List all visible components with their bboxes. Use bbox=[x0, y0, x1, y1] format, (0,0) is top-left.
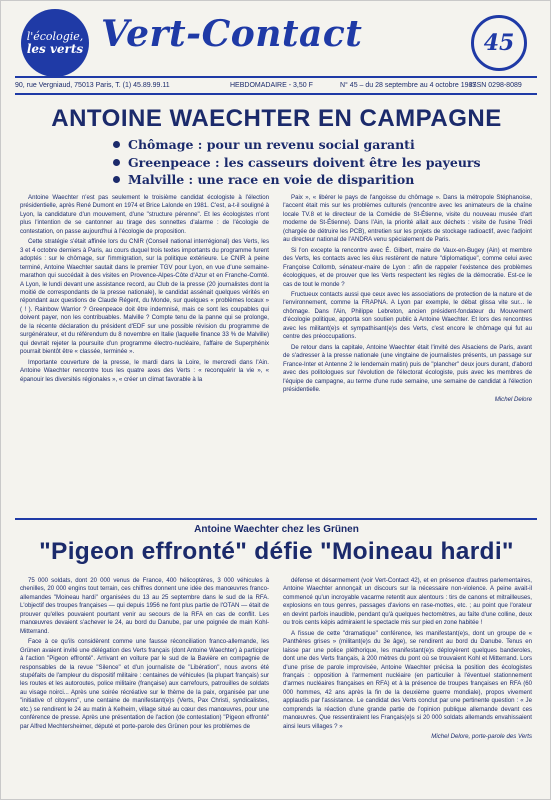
paragraph: Fructueux contacts aussi que ceux avec les associations de protection de la nature et de l'environnement, comme la FRAPNA. A Lyon par exemple, le débat glissa vite sur... le chômage. Dans l'Ain, Philippe Lebreton, ancien président-fondateur du Mouvement d'écologie politique, apporta son soutien public à Antoine Waechter. Et lors des rencontres avec les militant(e)s et sympathisant(e)s des Verts, c'est encore le chômage qui fut au centre des préoccupations. bbox=[283, 290, 532, 341]
paragraph: A l'issue de cette "dramatique" conférence, les manifestant(e)s, dont un groupe de « Panthères grises » (militant(e)s du 3e âge), se rendirent au bord du Danube. Tenus en laisse par une police pléthorique, les manifestant(e)s déployèrent quelques banderoles, dont une des Verts français, à 200 mètres du pont où se trouvaient Kohl et Mitterrand. Lors d'une prise de parole improvisée, Antoine Waechter précisa la position des écologistes français : opposition à l'armement nucléaire (en particulier à l'éventuel stationnement d'armes nucléaires françaises en RFA) et à la présence de troupes françaises en RFA (60 000 hommes, 42 ans après la fin de la deuxième guerre mondiale), propos vivement applaudis par l'assistance. Le candidat des Verts conclut par une pertinente question : « Je comprends la réaction d'une grande partie de l'opinion publique allemande devant ces manœuvres. Que ressentiraient les Français(e)s si 20 000 soldats allemands envahissaient ainsi leurs villages ? » bbox=[283, 629, 532, 730]
issue-number-badge: 45 bbox=[471, 15, 527, 71]
paragraph: Antoine Waechter n'est pas seulement le troisième candidat écologiste à l'élection présidentielle, après René Dumont en 1974 et Brice Lalonde en 1981. C'est, a-t-il souligné à Lyon, la candidature d'un mouvement, d'une "structure pérenne". Et les écologistes n'ont plus l'intention de se cantonner au tirage des sonnettes d'alarme : de l'écologie de contestation, on passe aujourd'hui à l'écologie de proposition. bbox=[20, 194, 269, 235]
paragraph: défense et désarmement (voir Vert-Contact 42), et en présence d'autres parlementaires, Antoine Waechter annonçait un discours sur la nécessaire non-violence. A peine avait-il commencé qu'un incroyable vacarme retentit aux alentours : tirs de canons et mitrailleuses, explosions en tous genres, passages d'avions en rase-mottes, etc. ; au point que l'orateur en devint parfois inaudible, pendant qu'à quelques hectomètres, au faîte d'une colline, deux ou trois cents képis admiraient le spectacle mis sur pied en zone habitée ! bbox=[283, 577, 532, 627]
logo-line-2: les verts bbox=[26, 42, 84, 56]
article2-headline: "Pigeon effronté" défie "Moineau hardi" bbox=[39, 538, 514, 565]
bullet-icon bbox=[113, 176, 120, 183]
article2-signature: Michel Delore, porte-parole des Verts bbox=[431, 733, 532, 741]
paragraph: Face à ce qu'ils considèrent comme une fausse réconciliation franco-allemande, les Grünen avaient invité une délégation des Verts français (dont Antoine Waechter) à participer à l'action "Pigeon effronté". Arrivant en voiture par le sud de la Bavière en compagnie de responsables de la revue "Silence" et d'un journaliste de "Libération", nous avons été stupéfaits de l'ampleur du dispositif militaire : centaines de véhicules (la plupart français) sur les routes et les autoroutes, police militaire (française) aux carrefours, patrouilles de soldats au visage noirci... Après une soirée récréative sur le thème de la paix, organisée par une "initiative of citoyens", une centaine de manifestant(e)s (Verts, Pax Christi, syndicalistes, etc.) se rendirent le 24 au matin à Kelheim, village situé au cœur des manœuvres, pour une conférence de presse. Après une présentation de l'action (de contestation) "Pigeon effronté" par Alfred Mechtersheimer, député et porte-parole des Grünen pour les problèmes de bbox=[20, 638, 269, 730]
bullet-text: Chômage : pour un revenu social garanti bbox=[128, 137, 415, 152]
paragraph: Cette stratégie s'était affinée lors du CNIR (Conseil national interrégional) des Verts, les 3 et 4 octobre derniers à Paris, au cours duquel trois textes importants du programme furent adoptés : sur le chômage, sur l'immigration, sur la politique extérieure. Le CNIR à peine terminé, Antoine Waechter sautait dans le premier TGV pour Lyon, en vue d'une semaine-marathon qui succédait à des visites en Provence-Alpes-Côte d'Azur et en Franche-Comté. A Lyon, le lundi devant une assistance record, au Club de la presse (20 journalistes dont la moitié de correspondants de la presse nationale), le candidat assénait quelques vérités en répondant aux questions de Claude Régent, du Monde, sur quelques « problèmes locaux » ( ! ). Rainbow Warrior ? Greenpeace doit être indemnisé, mais ce sont les coupables qui doivent payer, non les contribuables. Malville ? Compte tenu de la panne qui se prolonge, de la récente déclaration du président d'EDF sur une possible révision du programme de surgénérateur, et du référendum du 8 novembre en Italie (laquelle finance 33 % de Malville) qui devrait rejeter la poursuite d'un programme électro-nucléaire, l'affaire de Superphénix pourrait bientôt être « classée, terminée ». bbox=[20, 238, 269, 356]
bullet-item bbox=[113, 171, 533, 189]
logo-line-1: l'écologie, bbox=[26, 30, 84, 43]
article2-column-2 bbox=[283, 577, 532, 742]
article1-headline: ANTOINE WAECHTER EN CAMPAGNE bbox=[51, 105, 502, 132]
address: 90, rue Vergniaud, 75013 Paris, T. (1) 45.89.99.11 bbox=[15, 81, 170, 89]
bullet-item bbox=[113, 154, 533, 172]
les-verts-logo bbox=[21, 9, 89, 77]
article1-column-1 bbox=[20, 194, 269, 386]
section-divider bbox=[15, 518, 537, 520]
article2-column-1 bbox=[20, 577, 269, 733]
bullet-text: Malville : une race en voie de disparition bbox=[128, 172, 415, 187]
newsletter-title: Vert-Contact bbox=[101, 13, 363, 55]
article1-bullets bbox=[113, 136, 533, 189]
article1-signature: Michel Delore bbox=[494, 396, 532, 404]
article1-column-2 bbox=[283, 194, 532, 405]
paragraph: Si l'on excepte la rencontre avec É. Gilbert, maire de Vaux-en-Bugey (Ain) et membre des Verts, les contacts avec les élus restèrent de nature "diplomatique", comme celui avec Françoise Collomb, sénateur-maire de Lyon : afin de rappeler l'existence des problèmes écologiques, et de prouver que les Verts respectent les règles de la démocratie. Est-ce le cas de tout le monde ? bbox=[283, 246, 532, 288]
bullet-item bbox=[113, 136, 533, 154]
bullet-text: Greenpeace : les casseurs doivent être les payeurs bbox=[128, 154, 481, 170]
paragraph: Importante couverture de la presse, le mardi dans la Loire, le mercredi dans l'Ain. Antoine Waechter rencontre tous les quatre axes des Verts : « reconquérir la vie », « épanouir les diversités régionales », « créer un climat favorable à la bbox=[20, 358, 269, 383]
frequency: HEBDOMADAIRE - 3,50 F bbox=[230, 81, 313, 89]
bullet-icon bbox=[113, 159, 120, 166]
paragraph: De retour dans la capitale, Antoine Waechter était l'invité des Alsaciens de Paris, avant de s'adresser à la presse nationale (une vingtaine de journalistes présents, un passage sur France-Inter et Antenne 2 le lendemain matin) puis de "plancher" deux jours durant, d'abord avec des politologues sur l'évolution de l'électorat écologiste, puis avec les membres de l'équipe de campagne, au terme d'une rude semaine, une semaine de candidat à l'élection présidentielle. bbox=[283, 343, 532, 393]
header-rule-bottom bbox=[15, 93, 537, 95]
paragraph: 75 000 soldats, dont 20 000 venus de France, 400 hélicoptères, 3 000 véhicules à chenilles, 20 000 engins tout terrain, ces chiffres donnent une idée des manœuvres franco-allemandes "Moineau hardi" organisées du 13 au 25 septembre dans le sud de la RFA. L'objectif des troupes françaises — qui depuis 1956 ne font plus partie de l'OTAN — était de prouver qu'elles pouvaient pourtant venir au secours de la RFA en cas de conflit. Les manœuvres devaient s'achever le 24, au bord du Danube, par une poignée de main Kohl-Mitterrand. bbox=[20, 577, 269, 635]
bullet-icon bbox=[113, 141, 120, 148]
masthead-info bbox=[15, 78, 535, 92]
issue-dates: N° 45 – du 28 septembre au 4 octobre 1987 bbox=[340, 81, 477, 89]
paragraph: Paix », « libérer le pays de l'angoisse du chômage ». Dans la métropole Stéphanoise, l'accent était mis sur les problèmes culturels (rencontre avec les animateurs de la chaîne locale TV.8 et le directeur de la Comédie de St-Étienne, visite du nouveau musée d'art moderne de St-Étienne). Dans l'Ain, la priorité allait aux déchets : visite de l'usine Trédi (chargée de détruire les PCB), entretien sur les projets de stockage radioactif, avec l'adjoint au directeur national de l'ANDRA venu spécialement de Paris. bbox=[283, 194, 532, 244]
article2-subheadline: Antoine Waechter chez les Grünen bbox=[194, 524, 359, 535]
issn: ISSN 0298-8089 bbox=[470, 81, 522, 89]
